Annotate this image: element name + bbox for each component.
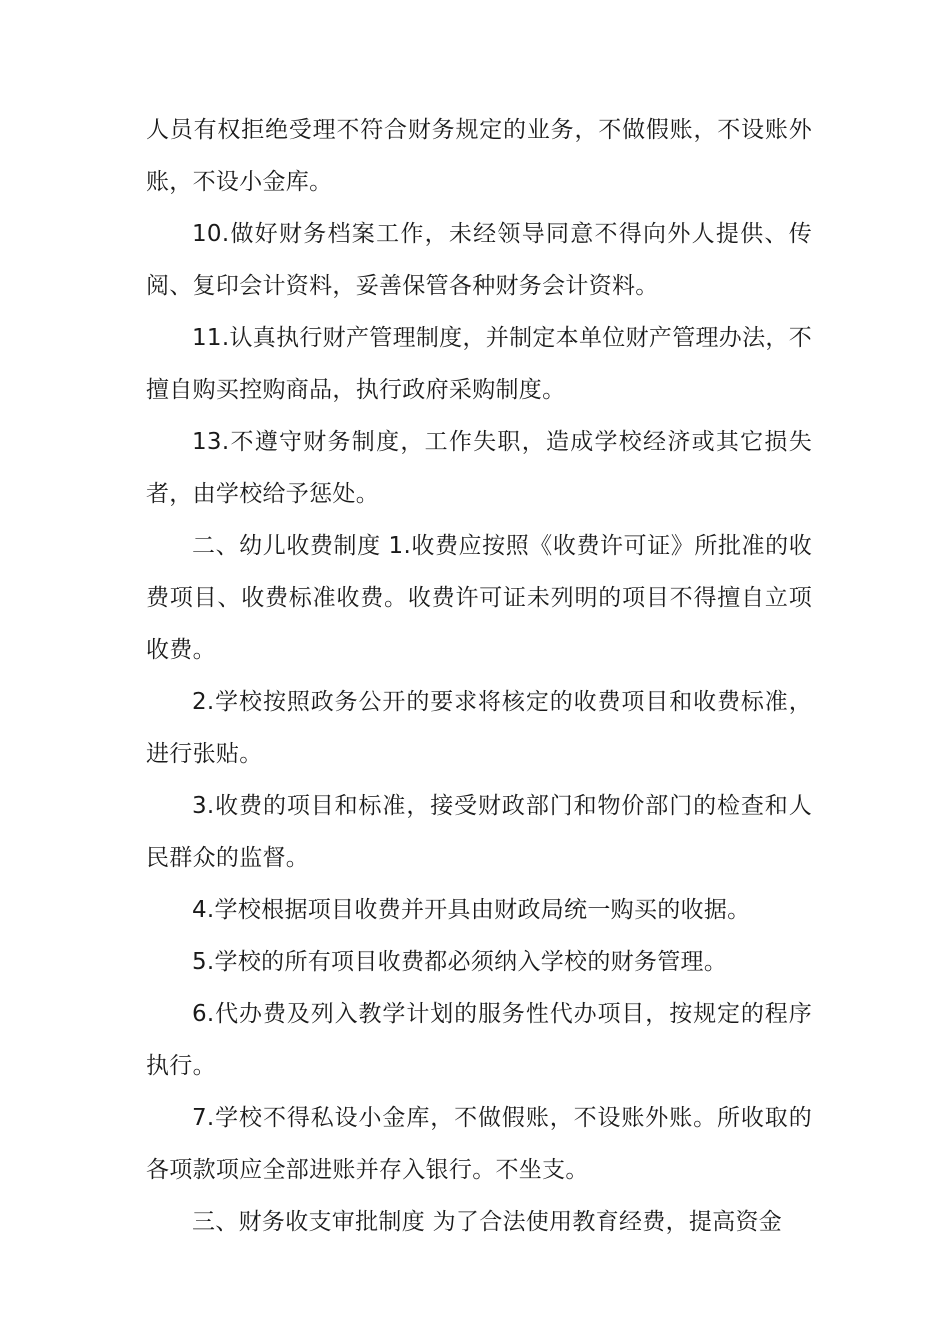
paragraph-item-10: 10.做好财务档案工作，未经领导同意不得向外人提供、传阅、复印会计资料，妥善保管各种财务会计资料。: [146, 221, 812, 299]
paragraph-fee-item-7: 7.学校不得私设小金库，不做假账，不设账外账。所收取的各项款项应全部进账并存入银行。不坐支。: [146, 1105, 812, 1183]
paragraph-fee-item-2: 2.学校按照政务公开的要求将核定的收费项目和收费标准，进行张贴。: [146, 689, 812, 767]
document-body: [146, 104, 812, 1248]
paragraph-section-2-fee-system: 二、幼儿收费制度 1.收费应按照《收费许可证》所批准的收费项目、收费标准收费。收费许可证未列明的项目不得擅自立项收费。: [146, 533, 812, 663]
paragraph-fee-item-3: 3.收费的项目和标准，接受财政部门和物价部门的检查和人民群众的监督。: [146, 793, 812, 871]
paragraph-item-11: 11.认真执行财产管理制度，并制定本单位财产管理办法，不擅自购买控购商品，执行政府采购制度。: [146, 325, 812, 403]
paragraph-continuation: 人员有权拒绝受理不符合财务规定的业务，不做假账，不设账外账，不设小金库。: [146, 117, 812, 195]
paragraph-section-3-approval: 三、财务收支审批制度 为了合法使用教育经费，提高资金: [192, 1209, 783, 1235]
paragraph-fee-item-5: 5.学校的所有项目收费都必须纳入学校的财务管理。: [192, 949, 728, 975]
paragraph-fee-item-4: 4.学校根据项目收费并开具由财政局统一购买的收据。: [192, 897, 751, 923]
paragraph-item-13: 13.不遵守财务制度，工作失职，造成学校经济或其它损失者，由学校给予惩处。: [146, 429, 812, 507]
paragraph-fee-item-6: 6.代办费及列入教学计划的服务性代办项目，按规定的程序执行。: [146, 1001, 812, 1079]
